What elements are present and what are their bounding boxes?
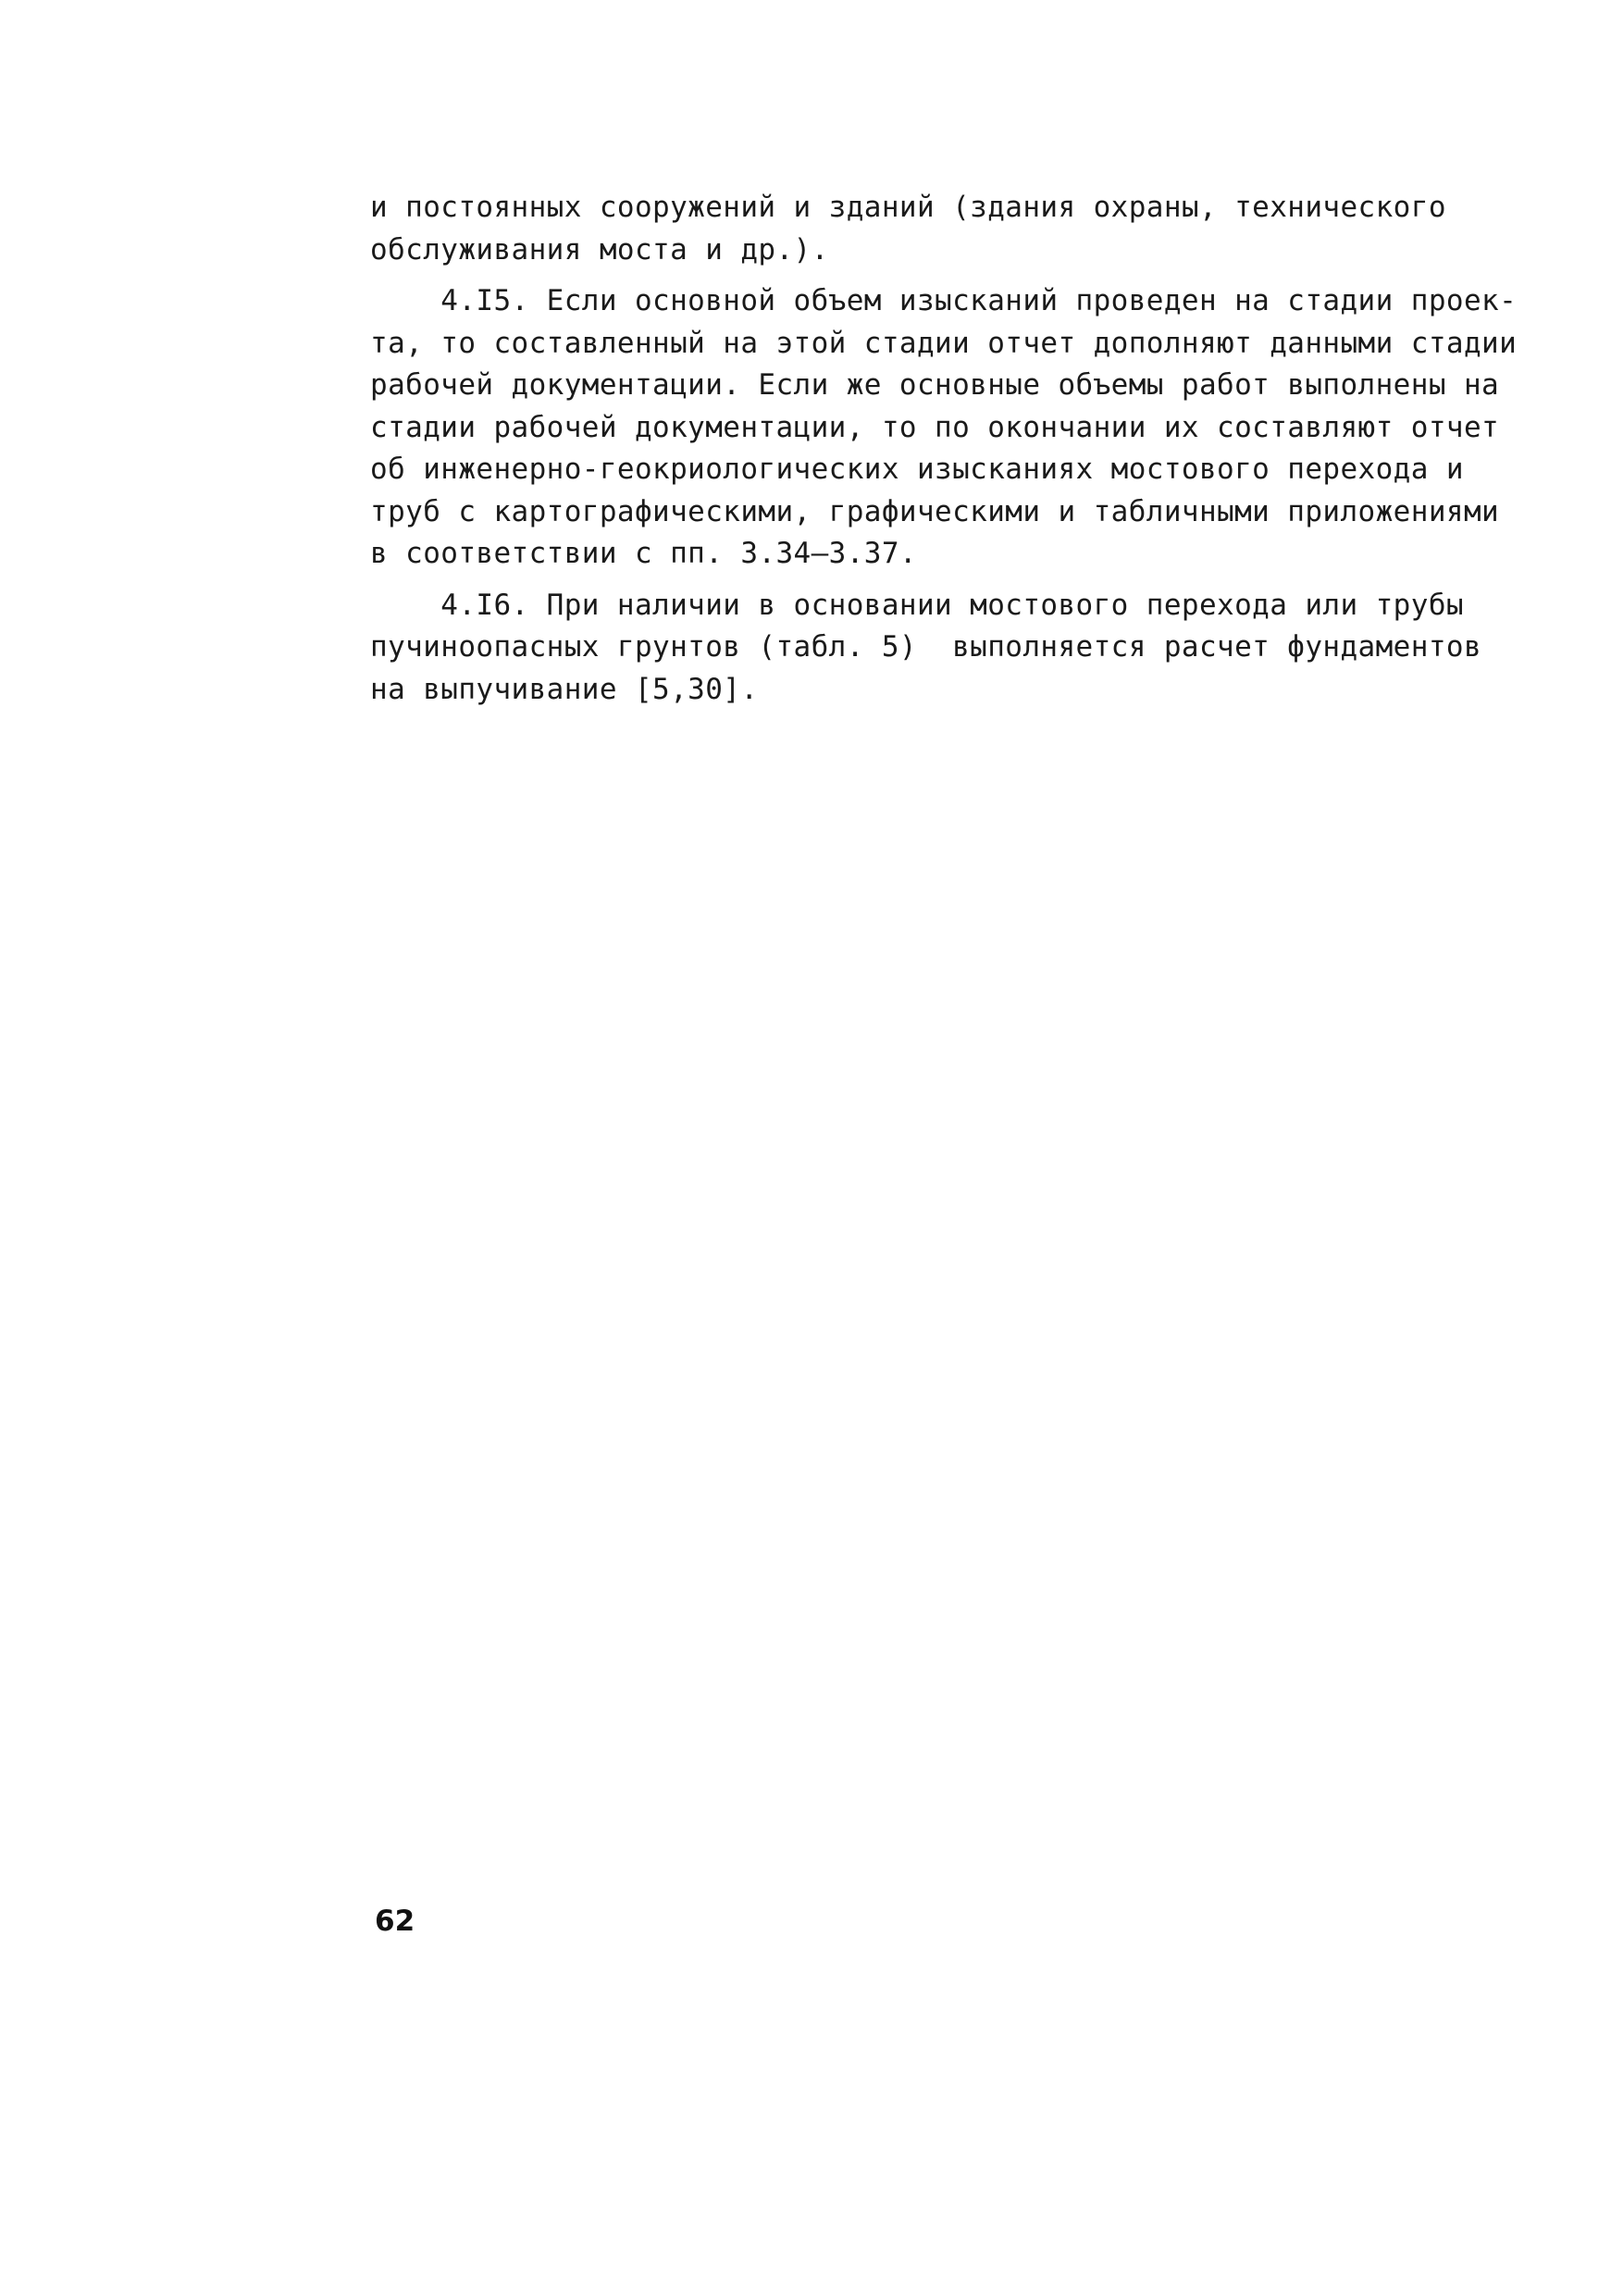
paragraph-4-16 — [370, 585, 1564, 712]
text-line: и постоянных сооружений и зданий (здания охраны, технического — [370, 191, 1446, 224]
text-line: труб с картографическими, графическими и табличными приложениями — [370, 494, 1500, 528]
text-line: 4.I5. Если основной объем изысканий проведен на стадии проек- — [370, 284, 1518, 317]
paragraph-4-15 — [370, 280, 1564, 576]
text-line: пучиноопасных грунтов (табл. 5) выполняется расчет фундаментов — [370, 630, 1482, 664]
text-line: стадии рабочей документации, то по окончании их составляют отчет — [370, 410, 1500, 444]
text-line: рабочей документации. Если же основные объемы работ выполнены на — [370, 368, 1500, 402]
text-line: в соответствии с пп. 3.34–3.37. — [370, 537, 917, 570]
paragraph-continuation — [370, 187, 1564, 271]
text-line: об инженерно-геокриологических изысканиях мостового перехода и — [370, 453, 1464, 486]
text-line: 4.I6. При наличии в основании мостового перехода или трубы — [370, 588, 1464, 622]
text-line: та, то составленный на этой стадии отчет дополняют данными стадии — [370, 326, 1518, 360]
page-number: 62 — [375, 1905, 415, 1938]
text-line: обслуживания моста и др.). — [370, 232, 829, 267]
body-text — [370, 187, 1564, 711]
text-line: на выпучивание [5,30]. — [370, 672, 759, 706]
